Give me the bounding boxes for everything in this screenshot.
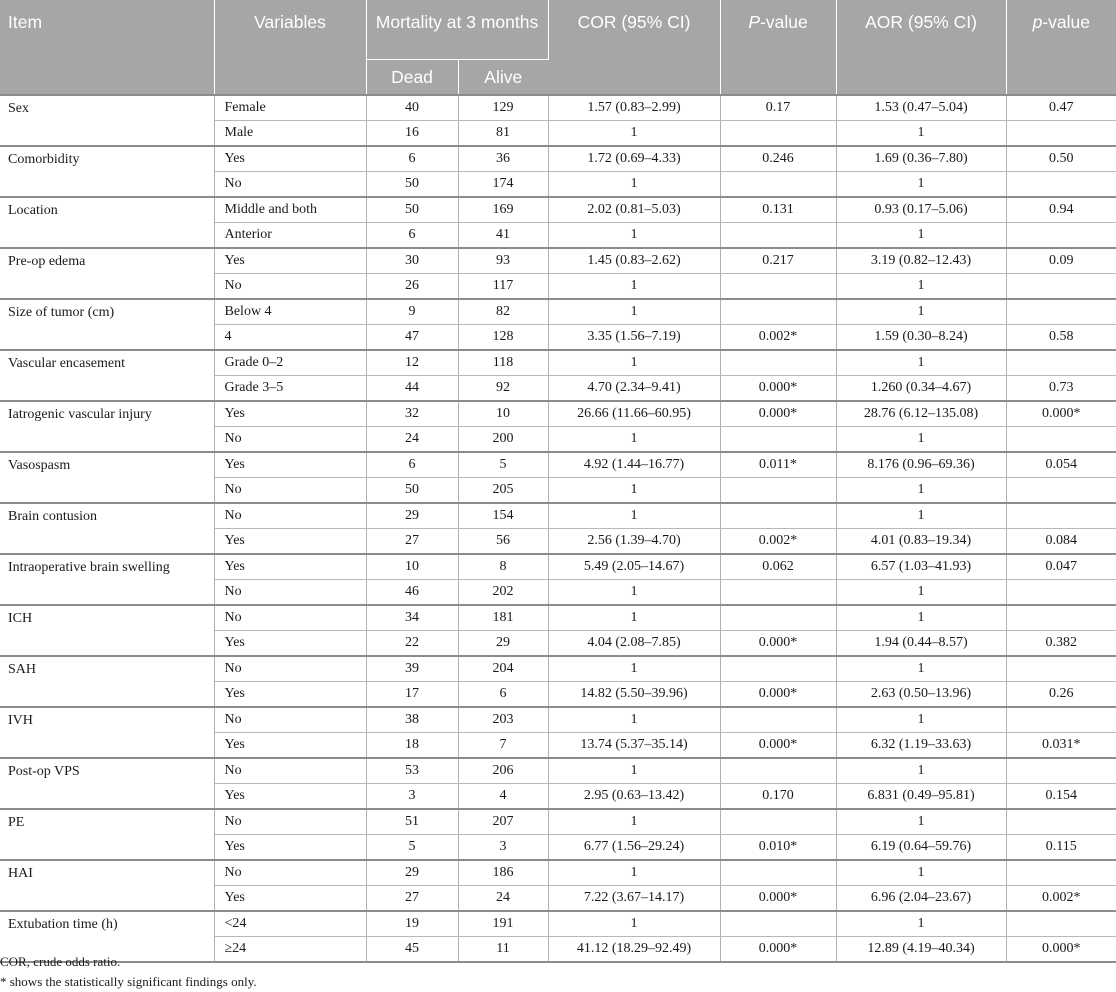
cor-cell: 5.49 (2.05–14.67)	[548, 554, 720, 580]
header-aor: AOR (95% CI)	[836, 0, 1006, 95]
variable-cell: Yes	[214, 835, 366, 861]
alive-count-cell: 118	[458, 350, 548, 376]
cor-p-value-cell	[720, 223, 836, 249]
header-p-value-crude-italic: P	[748, 12, 761, 32]
dead-count-cell: 6	[366, 146, 458, 172]
cor-cell: 2.95 (0.63–13.42)	[548, 784, 720, 810]
cor-cell: 4.70 (2.34–9.41)	[548, 376, 720, 402]
dead-count-cell: 26	[366, 274, 458, 300]
aor-cell: 1	[836, 478, 1006, 504]
alive-count-cell: 41	[458, 223, 548, 249]
item-cell: Pre-op edema	[0, 248, 214, 299]
aor-cell: 28.76 (6.12–135.08)	[836, 401, 1006, 427]
item-cell: Brain contusion	[0, 503, 214, 554]
cor-p-value-cell: 0.062	[720, 554, 836, 580]
dead-count-cell: 5	[366, 835, 458, 861]
alive-count-cell: 154	[458, 503, 548, 529]
dead-count-cell: 29	[366, 860, 458, 886]
dead-count-cell: 10	[366, 554, 458, 580]
aor-cell: 1	[836, 860, 1006, 886]
aor-cell: 0.93 (0.17–5.06)	[836, 197, 1006, 223]
aor-p-value-cell: 0.73	[1006, 376, 1116, 402]
variable-cell: Grade 0–2	[214, 350, 366, 376]
aor-p-value-cell: 0.94	[1006, 197, 1116, 223]
cor-p-value-cell	[720, 427, 836, 453]
table-row	[0, 197, 1116, 223]
aor-cell: 1	[836, 503, 1006, 529]
table-row	[0, 860, 1116, 886]
alive-count-cell: 204	[458, 656, 548, 682]
aor-p-value-cell: 0.154	[1006, 784, 1116, 810]
cor-cell: 3.35 (1.56–7.19)	[548, 325, 720, 351]
aor-p-value-cell	[1006, 758, 1116, 784]
item-cell: Extubation time (h)	[0, 911, 214, 962]
item-cell: ICH	[0, 605, 214, 656]
cor-cell: 1	[548, 809, 720, 835]
aor-p-value-cell	[1006, 223, 1116, 249]
aor-p-value-cell: 0.115	[1006, 835, 1116, 861]
variable-cell: Yes	[214, 529, 366, 555]
aor-cell: 1	[836, 350, 1006, 376]
table-row	[0, 605, 1116, 631]
dead-count-cell: 24	[366, 427, 458, 453]
aor-p-value-cell	[1006, 299, 1116, 325]
cor-cell: 13.74 (5.37–35.14)	[548, 733, 720, 759]
aor-cell: 1.69 (0.36–7.80)	[836, 146, 1006, 172]
aor-p-value-cell: 0.382	[1006, 631, 1116, 657]
alive-count-cell: 6	[458, 682, 548, 708]
dead-count-cell: 17	[366, 682, 458, 708]
aor-p-value-cell	[1006, 503, 1116, 529]
cor-cell: 7.22 (3.67–14.17)	[548, 886, 720, 912]
variable-cell: No	[214, 860, 366, 886]
alive-count-cell: 117	[458, 274, 548, 300]
table-row	[0, 809, 1116, 835]
cor-cell: 1	[548, 580, 720, 606]
alive-count-cell: 191	[458, 911, 548, 937]
aor-cell: 1	[836, 656, 1006, 682]
alive-count-cell: 186	[458, 860, 548, 886]
cor-cell: 1	[548, 350, 720, 376]
alive-count-cell: 11	[458, 937, 548, 963]
aor-p-value-cell: 0.031*	[1006, 733, 1116, 759]
table-body	[0, 95, 1116, 962]
cor-p-value-cell	[720, 274, 836, 300]
dead-count-cell: 47	[366, 325, 458, 351]
cor-cell: 1.72 (0.69–4.33)	[548, 146, 720, 172]
alive-count-cell: 93	[458, 248, 548, 274]
aor-p-value-cell: 0.002*	[1006, 886, 1116, 912]
dead-count-cell: 12	[366, 350, 458, 376]
dead-count-cell: 34	[366, 605, 458, 631]
alive-count-cell: 128	[458, 325, 548, 351]
alive-count-cell: 205	[458, 478, 548, 504]
aor-p-value-cell: 0.47	[1006, 95, 1116, 121]
alive-count-cell: 203	[458, 707, 548, 733]
variable-cell: Middle and both	[214, 197, 366, 223]
aor-p-value-cell	[1006, 350, 1116, 376]
table-row	[0, 401, 1116, 427]
dead-count-cell: 9	[366, 299, 458, 325]
alive-count-cell: 82	[458, 299, 548, 325]
alive-count-cell: 29	[458, 631, 548, 657]
aor-cell: 1	[836, 172, 1006, 198]
aor-cell: 1	[836, 299, 1006, 325]
aor-cell: 6.19 (0.64–59.76)	[836, 835, 1006, 861]
cor-cell: 4.92 (1.44–16.77)	[548, 452, 720, 478]
header-alive: Alive	[458, 60, 548, 96]
aor-cell: 6.32 (1.19–33.63)	[836, 733, 1006, 759]
table-row	[0, 299, 1116, 325]
variable-cell: Yes	[214, 784, 366, 810]
alive-count-cell: 4	[458, 784, 548, 810]
item-cell: Sex	[0, 95, 214, 146]
dead-count-cell: 39	[366, 656, 458, 682]
aor-p-value-cell: 0.047	[1006, 554, 1116, 580]
cor-cell: 1.57 (0.83–2.99)	[548, 95, 720, 121]
variable-cell: Female	[214, 95, 366, 121]
variable-cell: No	[214, 809, 366, 835]
dead-count-cell: 45	[366, 937, 458, 963]
cor-cell: 1	[548, 860, 720, 886]
cor-p-value-cell: 0.217	[720, 248, 836, 274]
aor-cell: 1	[836, 223, 1006, 249]
variable-cell: No	[214, 503, 366, 529]
header-mortality: Mortality at 3 months	[366, 0, 548, 60]
item-cell: IVH	[0, 707, 214, 758]
cor-cell: 41.12 (18.29–92.49)	[548, 937, 720, 963]
dead-count-cell: 44	[366, 376, 458, 402]
table-row	[0, 95, 1116, 121]
dead-count-cell: 18	[366, 733, 458, 759]
table-header	[0, 0, 1116, 95]
cor-cell: 1	[548, 274, 720, 300]
dead-count-cell: 19	[366, 911, 458, 937]
cor-cell: 26.66 (11.66–60.95)	[548, 401, 720, 427]
variable-cell: No	[214, 707, 366, 733]
aor-cell: 1	[836, 758, 1006, 784]
cor-p-value-cell	[720, 809, 836, 835]
item-cell: Vasospasm	[0, 452, 214, 503]
aor-p-value-cell	[1006, 172, 1116, 198]
cor-p-value-cell	[720, 121, 836, 147]
cor-p-value-cell: 0.000*	[720, 631, 836, 657]
item-cell: Post-op VPS	[0, 758, 214, 809]
cor-p-value-cell: 0.011*	[720, 452, 836, 478]
aor-p-value-cell	[1006, 121, 1116, 147]
variable-cell: 4	[214, 325, 366, 351]
header-p-value-adjusted-italic: p	[1032, 12, 1043, 32]
alive-count-cell: 36	[458, 146, 548, 172]
alive-count-cell: 24	[458, 886, 548, 912]
aor-p-value-cell	[1006, 427, 1116, 453]
variable-cell: No	[214, 605, 366, 631]
footnote-cor: COR, crude odds ratio.	[0, 954, 121, 969]
variable-cell: Yes	[214, 886, 366, 912]
dead-count-cell: 50	[366, 197, 458, 223]
cor-p-value-cell: 0.002*	[720, 325, 836, 351]
dead-count-cell: 40	[366, 95, 458, 121]
table-row	[0, 452, 1116, 478]
cor-p-value-cell	[720, 580, 836, 606]
alive-count-cell: 207	[458, 809, 548, 835]
aor-p-value-cell	[1006, 911, 1116, 937]
table-row	[0, 503, 1116, 529]
table-row	[0, 146, 1116, 172]
cor-cell: 1	[548, 427, 720, 453]
item-cell: Location	[0, 197, 214, 248]
aor-p-value-cell	[1006, 605, 1116, 631]
aor-cell: 1	[836, 809, 1006, 835]
aor-cell: 1	[836, 605, 1006, 631]
variable-cell: No	[214, 274, 366, 300]
alive-count-cell: 5	[458, 452, 548, 478]
cor-p-value-cell	[720, 860, 836, 886]
aor-p-value-cell: 0.58	[1006, 325, 1116, 351]
cor-cell: 1	[548, 503, 720, 529]
cor-cell: 1	[548, 707, 720, 733]
aor-cell: 1.59 (0.30–8.24)	[836, 325, 1006, 351]
aor-cell: 6.57 (1.03–41.93)	[836, 554, 1006, 580]
item-cell: Comorbidity	[0, 146, 214, 197]
dead-count-cell: 38	[366, 707, 458, 733]
cor-cell: 6.77 (1.56–29.24)	[548, 835, 720, 861]
variable-cell: No	[214, 758, 366, 784]
aor-cell: 6.831 (0.49–95.81)	[836, 784, 1006, 810]
alive-count-cell: 202	[458, 580, 548, 606]
dead-count-cell: 50	[366, 172, 458, 198]
item-cell: Iatrogenic vascular injury	[0, 401, 214, 452]
dead-count-cell: 6	[366, 223, 458, 249]
dead-count-cell: 32	[366, 401, 458, 427]
table-row	[0, 758, 1116, 784]
aor-cell: 12.89 (4.19–40.34)	[836, 937, 1006, 963]
cor-cell: 1.45 (0.83–2.62)	[548, 248, 720, 274]
cor-p-value-cell	[720, 503, 836, 529]
table-row	[0, 554, 1116, 580]
aor-p-value-cell	[1006, 707, 1116, 733]
dead-count-cell: 27	[366, 529, 458, 555]
dead-count-cell: 3	[366, 784, 458, 810]
variable-cell: Yes	[214, 733, 366, 759]
cor-p-value-cell	[720, 350, 836, 376]
item-cell: Size of tumor (cm)	[0, 299, 214, 350]
cor-p-value-cell: 0.010*	[720, 835, 836, 861]
aor-cell: 3.19 (0.82–12.43)	[836, 248, 1006, 274]
header-p-value-crude-rest: -value	[760, 12, 808, 32]
alive-count-cell: 56	[458, 529, 548, 555]
variable-cell: No	[214, 172, 366, 198]
item-cell: PE	[0, 809, 214, 860]
aor-cell: 1	[836, 427, 1006, 453]
aor-cell: 6.96 (2.04–23.67)	[836, 886, 1006, 912]
cor-cell: 1	[548, 223, 720, 249]
cor-cell: 1	[548, 478, 720, 504]
header-p-value-adjusted	[1006, 0, 1116, 95]
table-row	[0, 656, 1116, 682]
variable-cell: Yes	[214, 554, 366, 580]
aor-p-value-cell	[1006, 478, 1116, 504]
variable-cell: <24	[214, 911, 366, 937]
variable-cell: Anterior	[214, 223, 366, 249]
variable-cell: Below 4	[214, 299, 366, 325]
variable-cell: Yes	[214, 631, 366, 657]
aor-cell: 4.01 (0.83–19.34)	[836, 529, 1006, 555]
header-item: Item	[0, 0, 214, 95]
aor-cell: 1	[836, 121, 1006, 147]
aor-p-value-cell	[1006, 860, 1116, 886]
item-cell: Intraoperative brain swelling	[0, 554, 214, 605]
variable-cell: Yes	[214, 146, 366, 172]
dead-count-cell: 22	[366, 631, 458, 657]
aor-p-value-cell	[1006, 580, 1116, 606]
table-row	[0, 350, 1116, 376]
item-cell: Vascular encasement	[0, 350, 214, 401]
aor-p-value-cell: 0.054	[1006, 452, 1116, 478]
cor-p-value-cell: 0.17	[720, 95, 836, 121]
cor-p-value-cell	[720, 911, 836, 937]
cor-p-value-cell: 0.002*	[720, 529, 836, 555]
cor-cell: 1	[548, 656, 720, 682]
alive-count-cell: 129	[458, 95, 548, 121]
aor-cell: 8.176 (0.96–69.36)	[836, 452, 1006, 478]
alive-count-cell: 169	[458, 197, 548, 223]
footnote-significance: * shows the statistically significant findings only.	[0, 974, 257, 989]
variable-cell: Yes	[214, 248, 366, 274]
cor-p-value-cell	[720, 656, 836, 682]
aor-p-value-cell: 0.26	[1006, 682, 1116, 708]
cor-cell: 1	[548, 172, 720, 198]
aor-p-value-cell: 0.000*	[1006, 401, 1116, 427]
alive-count-cell: 206	[458, 758, 548, 784]
cor-p-value-cell: 0.000*	[720, 682, 836, 708]
variable-cell: Yes	[214, 401, 366, 427]
aor-cell: 1	[836, 580, 1006, 606]
variable-cell: Grade 3–5	[214, 376, 366, 402]
cor-p-value-cell: 0.000*	[720, 733, 836, 759]
cor-cell: 2.56 (1.39–4.70)	[548, 529, 720, 555]
dead-count-cell: 50	[366, 478, 458, 504]
header-dead: Dead	[366, 60, 458, 96]
dead-count-cell: 29	[366, 503, 458, 529]
cor-p-value-cell: 0.000*	[720, 376, 836, 402]
variable-cell: No	[214, 580, 366, 606]
header-p-value-adjusted-rest: -value	[1042, 12, 1090, 32]
aor-cell: 1.260 (0.34–4.67)	[836, 376, 1006, 402]
alive-count-cell: 8	[458, 554, 548, 580]
cor-cell: 1	[548, 299, 720, 325]
table-row	[0, 707, 1116, 733]
cor-p-value-cell: 0.170	[720, 784, 836, 810]
alive-count-cell: 81	[458, 121, 548, 147]
cor-cell: 1	[548, 911, 720, 937]
cor-cell: 4.04 (2.08–7.85)	[548, 631, 720, 657]
variable-cell: No	[214, 656, 366, 682]
alive-count-cell: 200	[458, 427, 548, 453]
dead-count-cell: 27	[366, 886, 458, 912]
cor-cell: 14.82 (5.50–39.96)	[548, 682, 720, 708]
cor-p-value-cell	[720, 605, 836, 631]
header-variables: Variables	[214, 0, 366, 95]
dead-count-cell: 51	[366, 809, 458, 835]
aor-cell: 1.94 (0.44–8.57)	[836, 631, 1006, 657]
cor-cell: 1	[548, 605, 720, 631]
cor-cell: 2.02 (0.81–5.03)	[548, 197, 720, 223]
header-p-value-crude	[720, 0, 836, 95]
dead-count-cell: 46	[366, 580, 458, 606]
aor-p-value-cell	[1006, 274, 1116, 300]
cor-p-value-cell	[720, 707, 836, 733]
dead-count-cell: 30	[366, 248, 458, 274]
aor-p-value-cell: 0.50	[1006, 146, 1116, 172]
cor-p-value-cell	[720, 478, 836, 504]
dead-count-cell: 6	[366, 452, 458, 478]
alive-count-cell: 174	[458, 172, 548, 198]
cor-p-value-cell: 0.131	[720, 197, 836, 223]
alive-count-cell: 10	[458, 401, 548, 427]
cor-p-value-cell	[720, 758, 836, 784]
cor-cell: 1	[548, 758, 720, 784]
cor-p-value-cell: 0.000*	[720, 937, 836, 963]
cor-p-value-cell: 0.246	[720, 146, 836, 172]
aor-p-value-cell: 0.084	[1006, 529, 1116, 555]
aor-cell: 1	[836, 707, 1006, 733]
alive-count-cell: 92	[458, 376, 548, 402]
variable-cell: ≥24	[214, 937, 366, 963]
item-cell: HAI	[0, 860, 214, 911]
aor-p-value-cell: 0.09	[1006, 248, 1116, 274]
cor-p-value-cell	[720, 172, 836, 198]
table-row	[0, 248, 1116, 274]
cor-p-value-cell	[720, 299, 836, 325]
dead-count-cell: 16	[366, 121, 458, 147]
variable-cell: Yes	[214, 682, 366, 708]
item-cell: SAH	[0, 656, 214, 707]
variable-cell: No	[214, 478, 366, 504]
variable-cell: Yes	[214, 452, 366, 478]
alive-count-cell: 181	[458, 605, 548, 631]
aor-p-value-cell: 0.000*	[1006, 937, 1116, 963]
aor-cell: 1	[836, 274, 1006, 300]
cor-p-value-cell: 0.000*	[720, 886, 836, 912]
aor-cell: 1.53 (0.47–5.04)	[836, 95, 1006, 121]
aor-cell: 1	[836, 911, 1006, 937]
cor-p-value-cell: 0.000*	[720, 401, 836, 427]
dead-count-cell: 53	[366, 758, 458, 784]
variable-cell: Male	[214, 121, 366, 147]
aor-cell: 2.63 (0.50–13.96)	[836, 682, 1006, 708]
aor-p-value-cell	[1006, 809, 1116, 835]
alive-count-cell: 3	[458, 835, 548, 861]
aor-p-value-cell	[1006, 656, 1116, 682]
variable-cell: No	[214, 427, 366, 453]
alive-count-cell: 7	[458, 733, 548, 759]
cor-cell: 1	[548, 121, 720, 147]
header-cor: COR (95% CI)	[548, 0, 720, 95]
table-row	[0, 911, 1116, 937]
